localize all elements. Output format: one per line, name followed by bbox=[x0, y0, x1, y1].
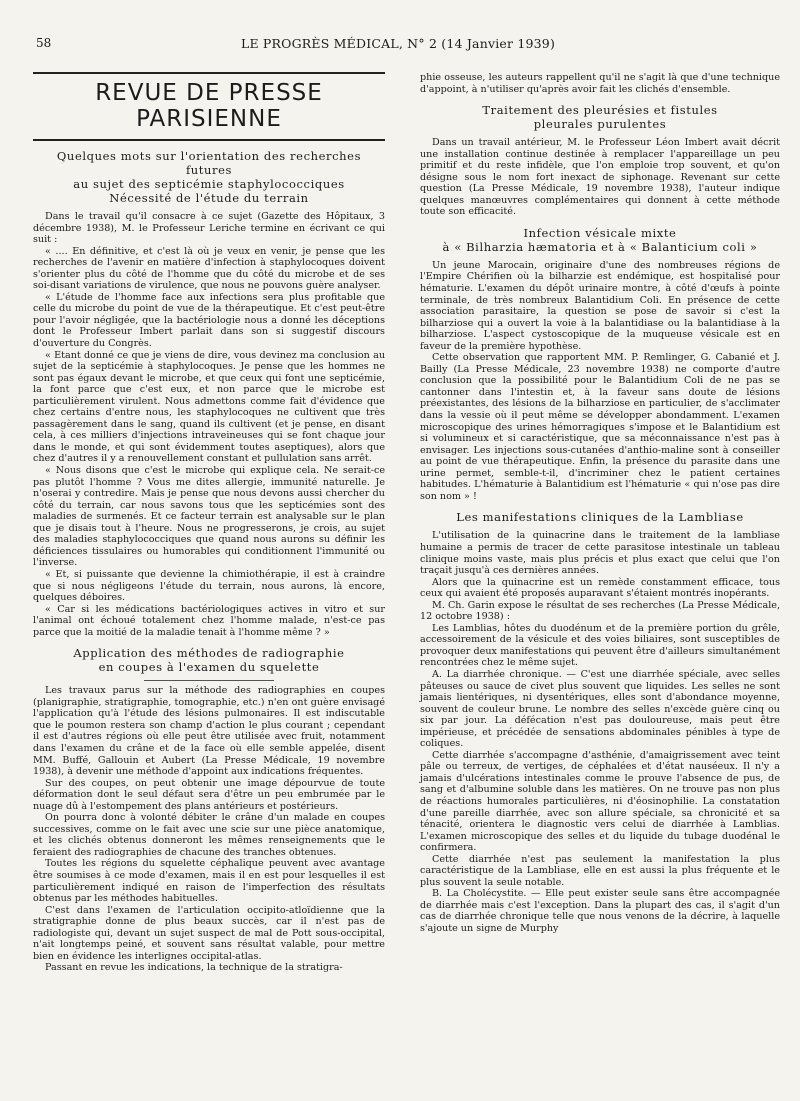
paragraph: Sur des coupes, on peut obtenir une image dépourvue de toute déformation dont le seul défaut sera d'être un peu embrumée par le nuage dû à l'estompement des plans antérieurs et postérieurs. bbox=[33, 777, 385, 812]
title-line: en coupes à l'examen du squelette bbox=[98, 660, 320, 675]
paragraph: Dans un travail antérieur, M. le Professeur Léon Imbert avait décrit une installation continue destinée à remplacer l'appareillage un peu primitif et du reste infidèle, que l'on emploie trop souvent, et qu'on désigne sous le nom fort inexact de siphonage. Revenant sur cette question (La Presse Médicale, 19 novembre 1938), l'auteur indique quelques manœuvres complémentaires qui donnent à cette méthode toute son efficacité. bbox=[420, 137, 780, 218]
paragraph: « .... En définitive, et c'est là où je veux en venir, je pense que les recherches de l'avenir en matière d'infection à staphylocoques doivent s'orienter plus du côté de l'homme que du côté du microbe et de ses soi-disant variations de virulence, que nous ne pouvons guère analyser. bbox=[33, 245, 385, 292]
page-number: 58 bbox=[36, 36, 52, 50]
paragraph: Un jeune Marocain, originaire d'une des nombreuses régions de l'Empire Chérifien où la bilharzie est endémique, est hospitalisé pour hématurie. L'examen du dépôt urinaire montre, à côté d'œufs à pointe terminale, de très nombreux Balantidium Coli. En présence de cette association parasitaire, la question se pose de savoir si c'est la bilharziose qui a ouvert la voie à la balantidiase ou la balantidiase à la bilharziose. L'aspect cystoscopique de la muqueuse vésicale est en faveur de la première hypothèse. bbox=[420, 259, 780, 352]
paragraph: phie osseuse, les auteurs rappellent qu'il ne s'agit là que d'une technique d'appoint, à n'utiliser qu'après avoir fait les clichés d'ensemble. bbox=[420, 72, 780, 95]
paragraph: Cette observation que rapportent MM. P. Remlinger, G. Cabanié et J. Bailly (La Presse Médicale, 23 novembre 1938) ne comporte d'autre conclusion que la possibilité pour le Balantidium Coli de ne pas se cantonner dans l'intestin et, à la faveur sans doute de lésions préexistantes, des lésions de la bilharziose en particulier, de s'acclimater dans la vessie où il peut même se développer abondamment. L'examen microscopique des urines hémorragiques s'impose et le Balantidium est si volumineux et si caractéristique, que sa méconnaissance n'est pas à envisager. Les injections sous-cutanées d'anthio-maline sont à conseiller au point de vue thérapeutique. Enfin, la présence du parasite dans une urine permet, semble-t-il, d'incriminer chez le patient certaines habitudes. L'hématurie à Balantidium est l'hématurie « qui n'ose pas dire son nom » ! bbox=[420, 352, 780, 502]
paragraph: Les Lamblias, hôtes du duodénum et de la première portion du grêle, accessoirement de la vésicule et des voies biliaires, sont susceptibles de provoquer deux manifestations qui peuvent être d'ailleurs simultanément rencontrées chez le même sujet. bbox=[420, 622, 780, 669]
paragraph: « Et, si puissante que devienne la chimiothérapie, il est à craindre que si nous négligeons l'étude du terrain, nous aurons, là encore, quelques déboires. bbox=[33, 568, 385, 604]
paragraph: « Nous disons que c'est le microbe qui explique cela. Ne serait-ce pas plutôt l'homme ? Vous me dites allergie, immunité naturelle. Je n'oserai y contredire. Mais je pense que nous devons aussi chercher du côté du terrain, car nous savons tous que les septicémies sont des maladies de surmenés. Et ce facteur terrain est analysable sur le plan que je disais tout à l'heure. Nous ne progresserons, je crois, au sujet des maladies staphylococciques que quand nous aurons su définir les déficiences tissulaires ou humorables qui conditionnent l'immunité ou l'inverse. bbox=[33, 465, 385, 569]
article-title bbox=[420, 226, 780, 254]
paragraph: M. Ch. Garin expose le résultat de ses recherches (La Presse Médicale, 12 octobre 1938) : bbox=[420, 599, 780, 623]
paragraph: Alors que la quinacrine est un remède constamment efficace, tous ceux qui avaient été proposés auparavant s'étaient montrés inopérants. bbox=[420, 576, 780, 600]
right-column bbox=[420, 72, 780, 935]
article-title bbox=[33, 646, 385, 674]
article-title bbox=[420, 103, 780, 131]
title-line: pleurales purulentes bbox=[533, 117, 667, 132]
paragraph: Cette diarrhée s'accompagne d'asthénie, d'amaigrissement avec teint pâle ou terreux, de vertiges, de céphalées et d'état nauséeux. Il n'y a jamais d'ulcérations intestinales comme le prouve l'absence de pus, de sang et d'albumine soluble dans les matières. On ne trouve pas non plus de réactions humorales particulières, ni d'éosinophilie. La constatation d'une pareille diarrhée, avec son allure spéciale, sa chronicité et sa ténacité, orientera le diagnostic vers celui de diarrhée à Lamblias. L'examen microscopique des selles et du liquide du tubage duodénal le confirmera. bbox=[420, 749, 780, 854]
paragraph: On pourra donc à volonté débiter le crâne d'un malade en coupes successives, comme on le fait avec une scie sur une pièce anatomique, et les clichés obtenus donneront les mêmes renseignements que le feraient des radiographies de chacune des tranches obtenues. bbox=[33, 812, 385, 858]
paragraph: Toutes les régions du squelette céphalique peuvent avec avantage être soumises à ce mode d'examen, mais il en est pour lesquelles il est particulièrement indiqué en raison de l'imperfection des résultats obtenus par les méthodes habituelles. bbox=[33, 858, 385, 905]
title-line: Quelques mots sur l'orientation des recherches futures bbox=[56, 149, 362, 177]
section-banner: REVUE DE PRESSE PARISIENNE bbox=[33, 72, 385, 141]
paragraph: « Car si les médications bactériologiques actives in vitro et sur l'animal ont échoué totalement chez l'homme malade, n'est-ce pas parce que la moitié de la maladie tenait à l'homme même ? » bbox=[33, 603, 385, 638]
article-title bbox=[420, 510, 780, 524]
running-header bbox=[36, 36, 760, 54]
journal-title: LE PROGRÈS MÉDICAL, N° 2 (14 Janvier 1939) bbox=[240, 36, 556, 51]
paragraph: Cette diarrhée n'est pas seulement la manifestation la plus caractéristique de la Lambliase, elle en est aussi la plus fréquente et le plus souvent la seule notable. bbox=[420, 853, 780, 888]
title-line: Traitement des pleurésies et fistules bbox=[482, 103, 718, 118]
paragraph: L'utilisation de la quinacrine dans le traitement de la lambliase humaine a permis de tracer de cette parasitose intestinale un tableau clinique moins vaste, mais plus précis et plus exact que celui que l'on traçait jusqu'à ces dernières années. bbox=[420, 530, 780, 577]
paragraph: A. La diarrhée chronique. — C'est une diarrhée spéciale, avec selles pâteuses ou sauce de civet plus souvent que liquides. Les selles ne sont jamais lientériques, ni dysentériques, elles sont d'abondance moyenne, souvent de couleur brune. Le nombre des selles n'excède guère cinq ou six par jour. La défécation n'est pas douloureuse, mais peut être impérieuse, et précédée de sensations abdominales pénibles à type de coliques. bbox=[420, 668, 780, 750]
title-line: Nécessité de l'étude du terrain bbox=[109, 191, 309, 205]
paragraph: B. La Cholécystite. — Elle peut exister seule sans être accompagnée de diarrhée mais c'est l'exception. Dans la plupart des cas, il s'agit d'un cas de diarrhée chronique telle que nous venons de la décrire, à laquelle s'ajoute un signe de Murphy bbox=[420, 888, 780, 934]
title-line: à « Bilharzia hæmatoria et à « Balanticium coli » bbox=[442, 239, 758, 254]
title-line: Infection vésicale mixte bbox=[523, 225, 677, 240]
article-title bbox=[33, 149, 385, 205]
paragraph: C'est dans l'examen de l'articulation occipito-atloïdienne que la stratigraphie donne de plus beaux succès, car il n'est pas de radiologiste qui, devant un sujet suspect de mal de Pott sous-occipital, n'ait longtemps peiné, et souvent sans résultat valable, pour mettre bien en évidence les interlignes occipital-atlas. bbox=[33, 904, 385, 962]
paragraph: « Etant donné ce que je viens de dire, vous devinez ma conclusion au sujet de la septicémie à staphylocoques. Je pense que les hommes ne sont pas égaux devant le microbe, et que ceux qui font une septicémie, la font parce que c'est eux, et non parce que le microbe est particulièrement virulent. Nous admettons comme fait d'évidence que chez certains d'entre nous, les staphylocoques ne cultivent que très passagèrement dans le sang, quand ils cultivent (et je pense, en disant cela, à ces milliers d'injections intraveineuses qui se font chaque jour dans le monde, et qui sont évidemment toutes aseptiques), alors que chez d'autres il y a renouvellement constant et pullulation sans arrêt. bbox=[33, 349, 385, 465]
title-line: Application des méthodes de radiographie bbox=[73, 646, 345, 661]
paragraph: Passant en revue les indications, la technique de la stratigra- bbox=[45, 962, 343, 974]
left-column bbox=[33, 72, 385, 974]
title-line: Les manifestations cliniques de la Lambliase bbox=[456, 510, 744, 525]
title-line: au sujet des septicémie staphylococciques bbox=[73, 177, 345, 191]
paragraph: Les travaux parus sur la méthode des radiographies en coupes (planigraphie, stratigraphie, tomographie, etc.) n'en ont guère envisagé l'application qu'à l'étude des lésions pulmonaires. Il est indiscutable que le poumon restera son champ d'action le plus courant ; cependant il est d'autres régions où elle peut être utilisée avec fruit, notamment dans l'examen du crâne et de la face où elle semble appelée, disent MM. Buffé, Gallouin et Aubert (La Presse Médicale, 19 novembre 1938), à devenir une méthode d'appoint aux indications fréquentes. bbox=[33, 685, 385, 778]
paragraph: Dans le travail qu'il consacre à ce sujet (Gazette des Hôpitaux, 3 décembre 1938), M. le Professeur Leriche termine en écrivant ce qui suit : bbox=[33, 211, 385, 246]
paragraph: « L'étude de l'homme face aux infections sera plus profitable que celle du microbe du point de vue de la thérapeutique. Et c'est peut-être pour l'avoir négligée, que la bactériologie nous a donné les déceptions dont le Professeur Imbert parlait dans son si suggestif discours d'ouverture du Congrès. bbox=[33, 291, 385, 350]
